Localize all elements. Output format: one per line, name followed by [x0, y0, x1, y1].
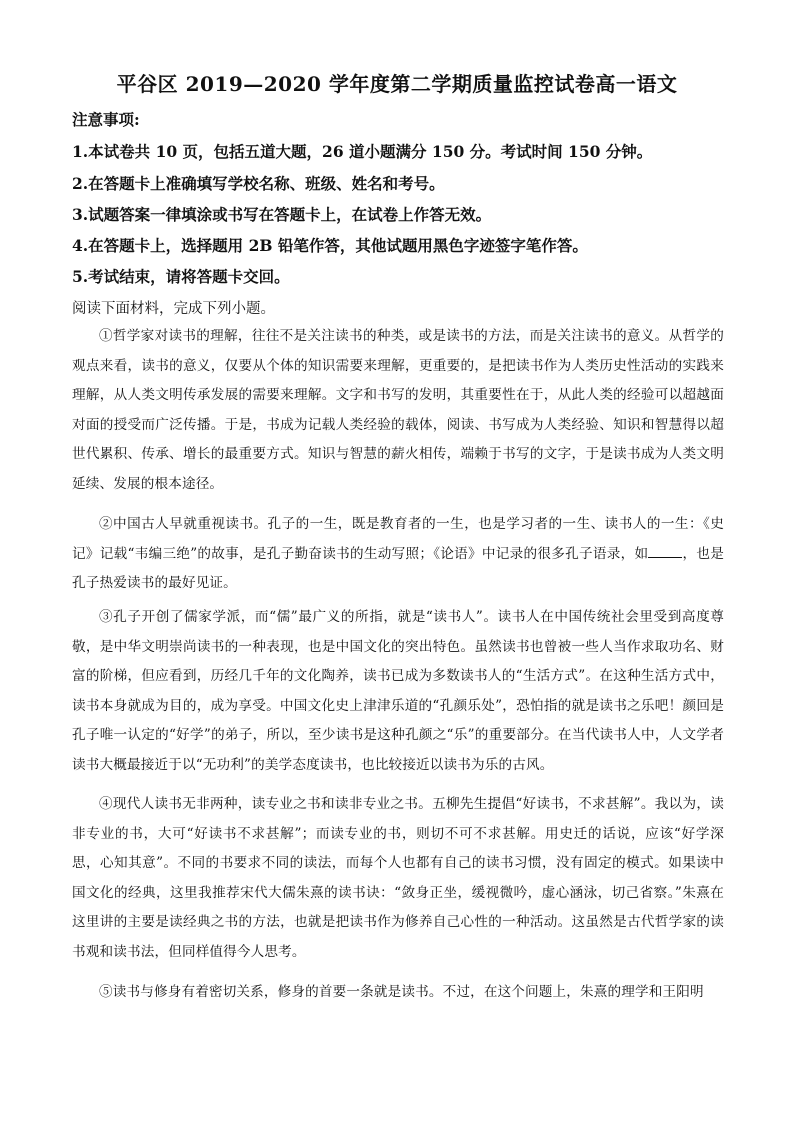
paragraph-2 — [72, 510, 724, 599]
paragraph-2-text-after: ，也是孔子热爱读书的最好见证。 — [72, 545, 725, 592]
notice-item-5: 5.考试结束，请将答题卡交回。 — [72, 267, 290, 286]
paragraph-1: ①哲学家对读书的理解，往往不是关注读书的种类，或是读书的方法，而是关注读书的意义。从哲学的观点来看，读书的意义，仅要从个体的知识需要来理解，更重要的，是把读书作为人类历史性活动的实践来理解，从人类文明传承发展的需要来理解。文字和书写的发明，其重要性在于，从此人类的经验可以超越面对面的授受而广泛传播。于是，书成为记载人类经验的载体，阅读、书写成为人类经验、知识和智慧得以超世代累积、传承、增长的最重要方式。知识与智慧的薪火相传，端赖于书写的文字，于是读书成为人类文明延续、发展的根本途径。 — [72, 328, 724, 492]
notice-item-2: 2.在答题卡上准确填写学校名称、班级、姓名和考号。 — [72, 174, 445, 193]
paragraph-2-text-before: ②中国古人早就重视读书。孔子的一生，既是教育者的一生，也是学习者的一生、读书人的一生：《史记》记载“韦编三绝”的故事，是孔子勤奋读书的生动写照；《论语》中记录的很多孔子语录，如 — [72, 516, 724, 562]
document-title: 平谷区 2019—2020 学年度第二学期质量监控试卷高一语文 — [116, 72, 678, 96]
reading-instruction: 阅读下面材料，完成下列小题。 — [72, 301, 275, 317]
notice-item-1: 1.本试卷共 10 页，包括五道大题，26 道小题满分 150 分。考试时间 150 分钟。 — [72, 142, 653, 161]
fill-in-blank — [648, 545, 682, 558]
notice-item-4: 4.在答题卡上，选择题用 2B 铅笔作答，其他试题用黑色字迹签字笔作答。 — [72, 236, 588, 255]
paragraph-4: ④现代人读书无非两种，读专业之书和读非专业之书。五柳先生提倡“好读书，不求甚解”。我以为，读非专业的书，大可“好读书不求甚解”；而读专业的书，则切不可不求甚解。用史迁的话说，应该“好学深思，心知其意”。不同的书要求不同的读法，而每个人也都有自己的读书习惯，没有固定的模式。如果读中国文化的经典，这里我推荐宋代大儒朱熹的读书诀：“敛身正坐，缓视微吟，虚心涵泳，切己省察。”朱熹在这里讲的主要是读经典之书的方法，也就是把读书作为修养自己心性的一种活动。这虽然是古代哲学家的读书观和读书法，但同样值得今人思考。 — [72, 796, 724, 960]
paragraph-5: ⑤读书与修身有着密切关系，修身的首要一条就是读书。不过，在这个问题上，朱熹的理学和王阳明 — [99, 984, 704, 1000]
notice-item-3: 3.试题答案一律填涂或书写在答题卡上，在试卷上作答无效。 — [72, 205, 492, 224]
paragraph-3: ③孔子开创了儒家学派，而“儒”最广义的所指，就是“读书人”。读书人在中国传统社会里受到高度尊敬，是中华文明崇尚读书的一种表现，也是中国文化的突出特色。虽然读书也曾被一些人当作求取功名、财富的阶梯，但应看到，历经几千年的文化陶养，读书已成为多数读书人的“生活方式”。在这种生活方式中，读书本身就成为目的，成为享受。中国文化史上津津乐道的“孔颜乐处”，恐怕指的就是读书之乐吧！颜回是孔子唯一认定的“好学”的弟子，所以，至少读书是这种孔颜之“乐”的重要部分。在当代读书人中，人文学者读书大概最接近于以“无功利”的美学态度读书，也比较接近以读书为乐的古风。 — [72, 609, 724, 773]
notice-heading: 注意事项: — [72, 110, 140, 129]
